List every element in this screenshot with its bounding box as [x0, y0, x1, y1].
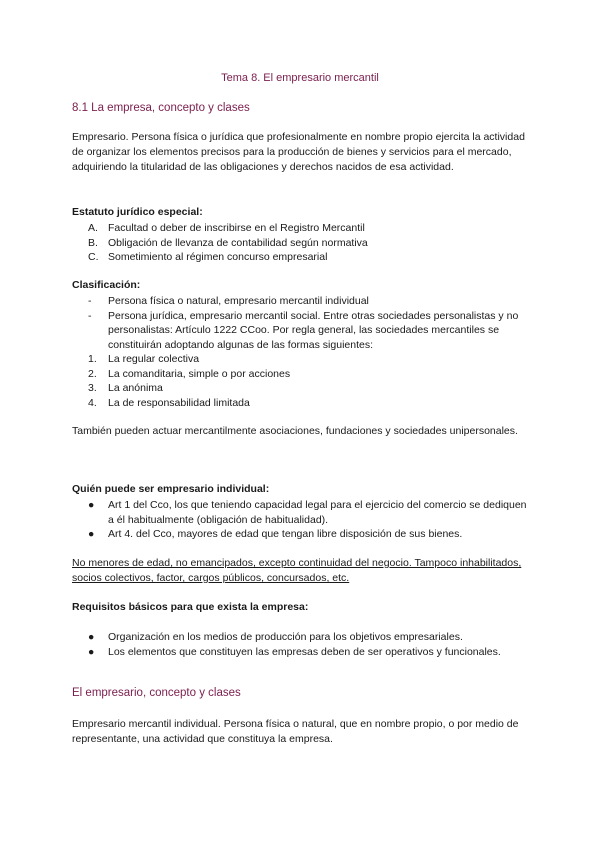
list-item	[88, 367, 534, 382]
individual-heading: Quién puede ser empresario individual:	[72, 483, 270, 495]
list-marker: 4.	[88, 396, 97, 409]
bullet-icon: ●	[88, 645, 95, 658]
list-item-text: Organización en los medios de producción para los objetivos empresariales.	[108, 631, 463, 643]
list-item	[88, 221, 534, 236]
list-item	[88, 498, 534, 527]
clasificacion-heading: Clasificación:	[72, 279, 141, 291]
list-item	[88, 250, 534, 265]
list-item-text: La comanditaria, simple o por acciones	[108, 367, 291, 380]
list-marker: 1.	[88, 353, 97, 365]
list-marker: A.	[88, 222, 98, 234]
list-item	[88, 309, 534, 353]
empresario-definition: Empresario. Persona física o jurídica que profesionalmente en nombre propio ejercita la actividad de organizar los elementos precisos para la producción de bienes y servicios para el mercado, adquiriendo la titularidad de las obligaciones y derechos nacidos de esa actividad.	[72, 131, 525, 173]
list-item-text: Los elementos que constituyen las empresas deben de ser operativos y funcionales.	[108, 645, 501, 658]
list-item-text: La de responsabilidad limitada	[108, 396, 250, 409]
bullet-icon: ●	[88, 631, 95, 643]
list-item-text: La regular colectiva	[108, 353, 200, 365]
list-marker: -	[88, 295, 92, 307]
estatuto-list	[88, 221, 534, 265]
list-item-text: La anónima	[108, 382, 163, 395]
list-item-text: Art 4. del Cco, mayores de edad que tengan libre disposición de sus bienes.	[108, 528, 463, 541]
list-item	[88, 352, 534, 367]
bullet-icon: ●	[88, 528, 95, 541]
list-item-text: Art 1 del Cco, los que teniendo capacidad legal para el ejercicio del comercio se dediquen a él habitualmente (obligación de habitualidad).	[108, 499, 527, 526]
list-item	[88, 527, 534, 542]
estatuto-heading: Estatuto jurídico especial:	[72, 206, 203, 218]
list-marker: B.	[88, 236, 98, 249]
empresario-individual-definition: Empresario mercantil individual. Persona física o natural, que en nombre propio, o por medio de representante, una actividad que constituya la empresa.	[72, 718, 519, 745]
list-item-text: Persona jurídica, empresario mercantil social. Entre otras sociedades personalistas y no personalistas: Artículo 1222 CCoo. Por regla general, las sociedades mercantiles se constituirán adoptando algunas de las formas siguientes:	[108, 309, 519, 351]
list-item	[88, 294, 534, 309]
document-title: Tema 8. El empresario mercantil	[221, 72, 379, 84]
list-marker: C.	[88, 251, 99, 264]
list-item	[88, 381, 534, 396]
requisitos-list	[88, 630, 534, 659]
list-item	[88, 645, 534, 660]
list-item-text: Sometimiento al régimen concurso empresarial	[108, 251, 328, 264]
list-item-text: Persona física o natural, empresario mercantil individual	[108, 295, 369, 307]
section-heading-empresa: 8.1 La empresa, concepto y clases	[72, 102, 250, 114]
list-marker: 2.	[88, 367, 97, 380]
section-heading-empresario: El empresario, concepto y clases	[72, 687, 241, 699]
exclusions-note: No menores de edad, no emancipados, excepto continuidad del negocio. Tampoco inhabilitados, socios colectivos, factor, cargos públicos, concursados, etc.	[72, 557, 522, 584]
list-marker: -	[88, 309, 92, 322]
requisitos-heading: Requisitos básicos para que exista la empresa:	[72, 601, 309, 613]
list-item	[88, 396, 534, 411]
list-item	[88, 236, 534, 251]
list-item-text: Facultad o deber de inscribirse en el Registro Mercantil	[108, 222, 365, 234]
list-item-text: Obligación de llevanza de contabilidad según normativa	[108, 236, 368, 249]
individual-list	[88, 498, 534, 542]
clasificacion-dash-list	[88, 294, 534, 352]
clasificacion-numbered-list	[88, 352, 534, 410]
list-item	[88, 630, 534, 645]
clasificacion-note: También pueden actuar mercantilmente asociaciones, fundaciones y sociedades unipersonales.	[72, 425, 518, 437]
bullet-icon: ●	[88, 499, 95, 511]
list-marker: 3.	[88, 382, 97, 395]
